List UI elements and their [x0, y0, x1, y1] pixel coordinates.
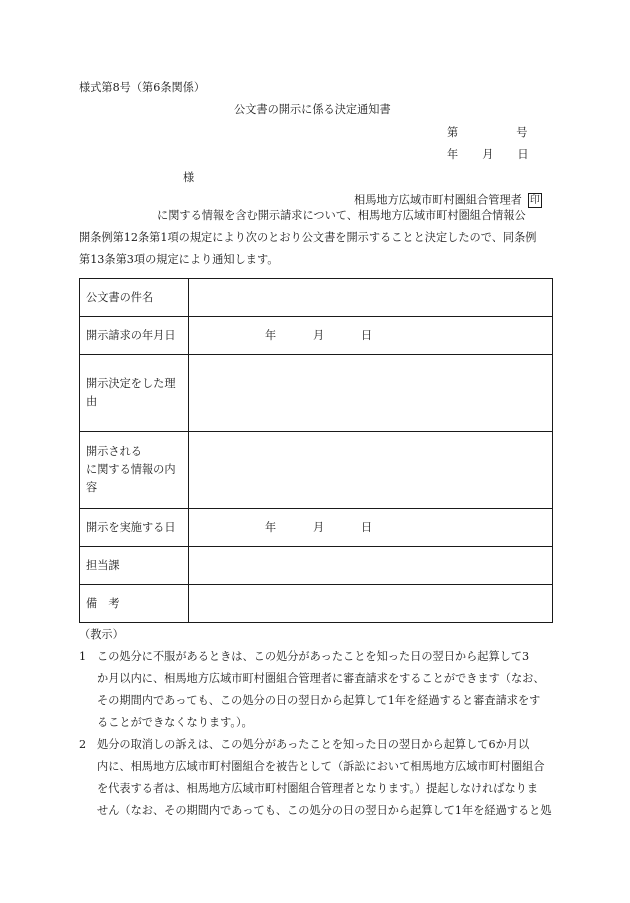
note-2-text: 処分の取消しの訴えは、この処分があったことを知った日の翌日から起算して6か月以 — [97, 738, 530, 751]
number-suffix: 号 — [516, 126, 528, 139]
request-date-label: 開示請求の年月日 — [80, 317, 189, 355]
implementation-day: 日 — [361, 520, 373, 534]
issue-date-year: 年 — [447, 148, 459, 161]
disclosure-table — [79, 278, 553, 623]
number-prefix: 第 — [447, 126, 459, 139]
reason-label-line: 開示決定をした理 — [86, 377, 176, 390]
form-number: 様式第8号（第6条関係） — [79, 81, 206, 94]
notes-heading: （教示） — [79, 628, 124, 641]
remarks-value — [189, 585, 553, 623]
request-day: 日 — [361, 328, 373, 342]
table-row — [80, 547, 553, 585]
note-2-line: 内に、相馬地方広域市町村圏組合を被告として（訴訟において相馬地方広域市町村圏組合 — [97, 760, 545, 773]
table-row — [80, 509, 553, 547]
content-value — [189, 432, 553, 509]
implementation-month: 月 — [313, 520, 325, 534]
body-paragraph — [79, 205, 553, 271]
note-2-line: せん（なお、その期間内であっても、この処分の日の翌日から起算して1年を経過すると処 — [97, 804, 552, 817]
subject-value — [189, 279, 553, 317]
table-row — [80, 585, 553, 623]
table-row — [80, 279, 553, 317]
content-label-line: 開示される — [86, 445, 142, 458]
issue-date — [447, 149, 529, 160]
subject-label: 公文書の件名 — [80, 279, 189, 317]
reason-value — [189, 355, 553, 432]
reason-label — [80, 355, 189, 432]
note-2-number: 2 — [79, 738, 87, 751]
body-line: 開条例第12条第1項の規定により次のとおり公文書を開示することと決定したので、同条例 — [79, 231, 537, 244]
implementation-date-value — [189, 509, 553, 547]
implementation-year: 年 — [265, 520, 277, 534]
note-1-number: 1 — [79, 650, 87, 663]
request-month: 月 — [313, 328, 325, 342]
table-row — [80, 355, 553, 432]
department-value — [189, 547, 553, 585]
note-1-line: ることができなくなります。）。 — [97, 716, 253, 729]
body-line: に関する情報を含む開示請求について、相馬地方広域市町村圏組合情報公 — [157, 209, 526, 222]
table-row — [80, 317, 553, 355]
issue-date-day: 日 — [517, 148, 529, 161]
content-label — [80, 432, 189, 509]
note-1-line — [79, 646, 553, 668]
table-row — [80, 432, 553, 509]
note-2-line: を代表する者は、相馬地方広域市町村圏組合管理者となります。）提起しなければなりま — [97, 782, 539, 795]
note-1-text: この処分に不服があるときは、この処分があったことを知った日の翌日から起算して3 — [97, 650, 530, 663]
note-2-line — [79, 734, 553, 756]
document-title: 公文書の開示に係る決定通知書 — [234, 103, 391, 116]
issuer-name: 相馬地方広域市町村圏組合管理者 — [354, 193, 522, 207]
note-1-line: その期間内であっても、この処分の日の翌日から起算して1年を経過すると審査請求をす — [97, 694, 541, 707]
remarks-label: 備 考 — [80, 585, 189, 623]
department-label: 担当課 — [80, 547, 189, 585]
implementation-date-label: 開示を実施する日 — [80, 509, 189, 547]
content-label-line: 容 — [86, 481, 98, 494]
request-date-value — [189, 317, 553, 355]
document-number — [447, 127, 527, 138]
addressee-suffix: 様 — [183, 171, 195, 184]
request-year: 年 — [265, 328, 277, 342]
reason-label-line: 由 — [86, 395, 98, 408]
body-line: 第13条第3項の規定により通知します。 — [79, 253, 279, 266]
content-label-line: に関する情報の内 — [86, 463, 176, 476]
seal-mark: 印 — [529, 195, 540, 206]
note-1-line: か月以内に、相馬地方広域市町村圏組合管理者に審査請求をすることができます（なお、 — [97, 672, 545, 685]
issue-date-month: 月 — [482, 148, 494, 161]
notes-section — [79, 624, 553, 822]
